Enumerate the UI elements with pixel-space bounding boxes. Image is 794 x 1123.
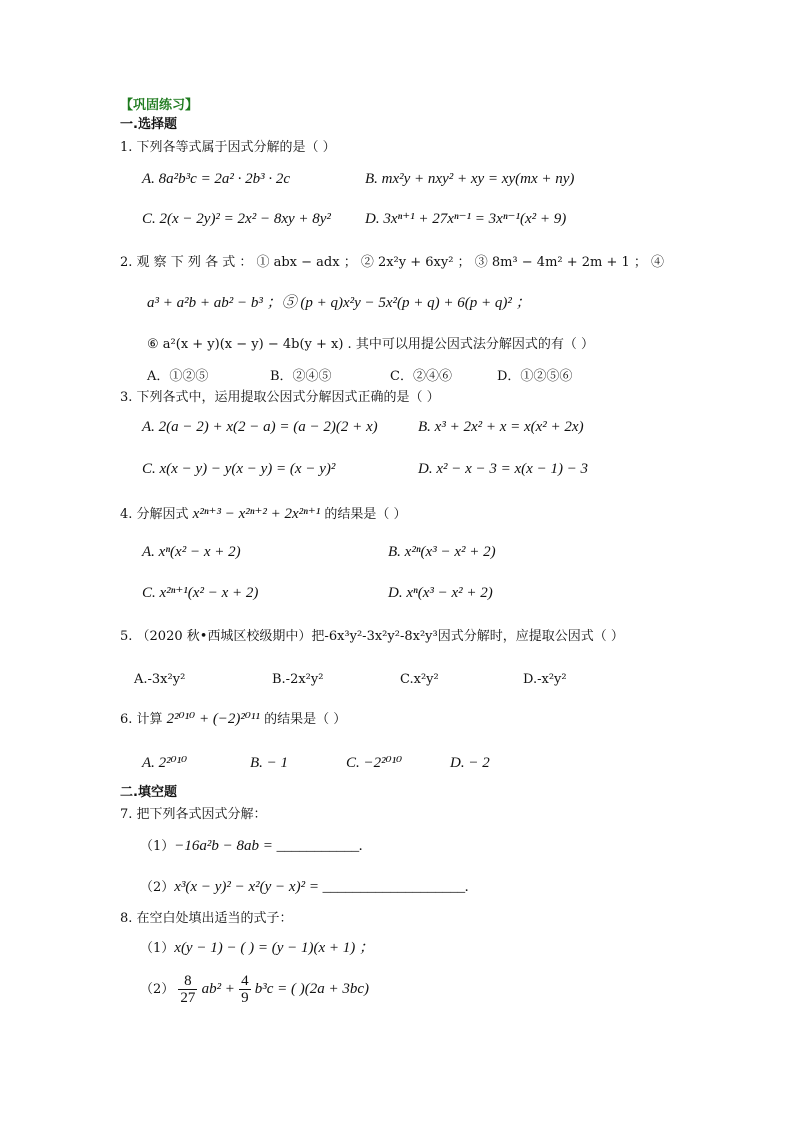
q5-option-a: A.-3x²y² — [134, 672, 186, 687]
q6-stem — [120, 710, 346, 729]
q6-option-c: C. −2²⁰¹⁰ — [346, 755, 403, 771]
fraction-numerator: 4 — [241, 973, 249, 989]
q7-sub-2-label: （2） — [140, 880, 175, 895]
q3-option-d: D. x² − x − 3 = x(x − 1) − 3 — [418, 461, 589, 477]
q5-option-c: C.x²y² — [400, 672, 439, 687]
fraction-denominator: 9 — [241, 990, 249, 1006]
part1-heading: 一.选择题 — [120, 117, 177, 132]
fraction-denominator: 27 — [180, 990, 196, 1006]
q3-option-a: A. 2(a − 2) + x(2 − a) = (a − 2)(2 + x) — [142, 419, 378, 435]
q6-option-b: B. − 1 — [250, 755, 289, 771]
q8-sub-1-expression: x(y − 1) − ( ) = (y − 1)(x + 1) ； — [174, 940, 374, 956]
q1-option-c: C. 2(x − 2y)² = 2x² − 8xy + 8y² — [142, 211, 331, 227]
q7-sub-1 — [140, 837, 363, 856]
q4-stem-expression: x²ⁿ⁺³ − x²ⁿ⁺² + 2x²ⁿ⁺¹ — [192, 506, 321, 522]
q5-stem: 5. （2020 秋•西城区校级期中）把-6x³y²-3x²y²-8x²y³因式分解时，应提取公因式（ ） — [120, 629, 624, 644]
fraction-numerator: 8 — [178, 973, 197, 990]
q8-sub-2-middle: ab² + — [201, 981, 235, 997]
fraction-4-9 — [239, 973, 251, 1006]
q7-stem: 7. 把下列各式因式分解： — [120, 807, 267, 822]
q1-option-a: A. 8a²b³c = 2a² · 2b³ · 2c — [142, 171, 291, 187]
q7-sub-2-expression: x³(x − y)² − x²(y − x)² = ___________________. — [174, 879, 469, 895]
q4-option-d: D. xⁿ(x³ − x² + 2) — [388, 585, 493, 601]
q8-sub-2-label: （2） — [140, 982, 175, 997]
q2-line-2: a³ + a²b + ab² − b³ ；⑤ (p + q)x²y − 5x²(p + q) + 6(p + q)² ； — [147, 295, 531, 311]
q2-line-3: ⑥ a²(x + y)(x − y) − 4b(y + x) . 其中可以用提公因式法分解因式的有（ ） — [147, 337, 594, 352]
q8-sub-1-label: （1） — [140, 941, 175, 956]
q2-option-d: D．①②⑤⑥ — [497, 369, 573, 384]
q8-sub-2-tail: b³c = ( )(2a + 3bc) — [254, 981, 370, 997]
q5-option-d: D.-x²y² — [523, 672, 567, 687]
q4-option-c: C. x²ⁿ⁺¹(x² − x + 2) — [142, 585, 259, 601]
q6-option-d: D. − 2 — [450, 755, 490, 771]
q4-stem-suffix: 的结果是（ ） — [320, 507, 407, 522]
part2-heading: 二.填空题 — [120, 785, 177, 800]
q2-option-b: B．②④⑤ — [270, 369, 332, 384]
q1-option-b: B. mx²y + nxy² + xy = xy(mx + ny) — [365, 171, 575, 187]
q7-sub-1-label: （1） — [140, 839, 175, 854]
q8-sub-2 — [140, 971, 369, 1008]
q5-option-b: B.-2x²y² — [272, 672, 324, 687]
q7-sub-2 — [140, 878, 469, 897]
q4-option-b: B. x²ⁿ(x³ − x² + 2) — [388, 544, 496, 560]
q2-option-c: C．②④⑥ — [390, 369, 452, 384]
q3-option-b: B. x³ + 2x² + x = x(x² + 2x) — [418, 419, 584, 435]
q4-option-a: A. xⁿ(x² − x + 2) — [142, 544, 241, 560]
q4-stem — [120, 505, 407, 524]
fraction-8-27 — [178, 973, 197, 1006]
q6-stem-suffix: 的结果是（ ） — [259, 712, 347, 727]
q7-sub-1-expression: −16a²b − 8ab = ___________. — [174, 838, 363, 854]
q2-option-a: A．①②⑤ — [147, 369, 209, 384]
q8-sub-1 — [140, 939, 374, 958]
q4-stem-prefix: 4. 分解因式 — [120, 507, 193, 522]
q1-stem: 1. 下列各等式属于因式分解的是（ ） — [120, 140, 336, 155]
q1-option-d: D. 3xⁿ⁺¹ + 27xⁿ⁻¹ = 3xⁿ⁻¹(x² + 9) — [365, 211, 567, 227]
q6-option-a: A. 2²⁰¹⁰ — [142, 755, 188, 771]
q2-line-1: 2. 观 察 下 列 各 式 ： ① abx − adx ； ② 2x²y + 6xy² ； ③ 8m³ − 4m² + 2m + 1 ； ④ — [120, 255, 665, 270]
section-title: 【巩固练习】 — [120, 98, 199, 113]
q6-stem-prefix: 6. 计算 — [120, 712, 167, 727]
q8-stem: 8. 在空白处填出适当的式子： — [120, 911, 293, 926]
q3-option-c: C. x(x − y) − y(x − y) = (x − y)² — [142, 461, 336, 477]
q3-stem: 3. 下列各式中，运用提取公因式分解因式正确的是（ ） — [120, 390, 440, 405]
q6-stem-expression: 2²⁰¹⁰ + (−2)²⁰¹¹ — [166, 711, 260, 727]
